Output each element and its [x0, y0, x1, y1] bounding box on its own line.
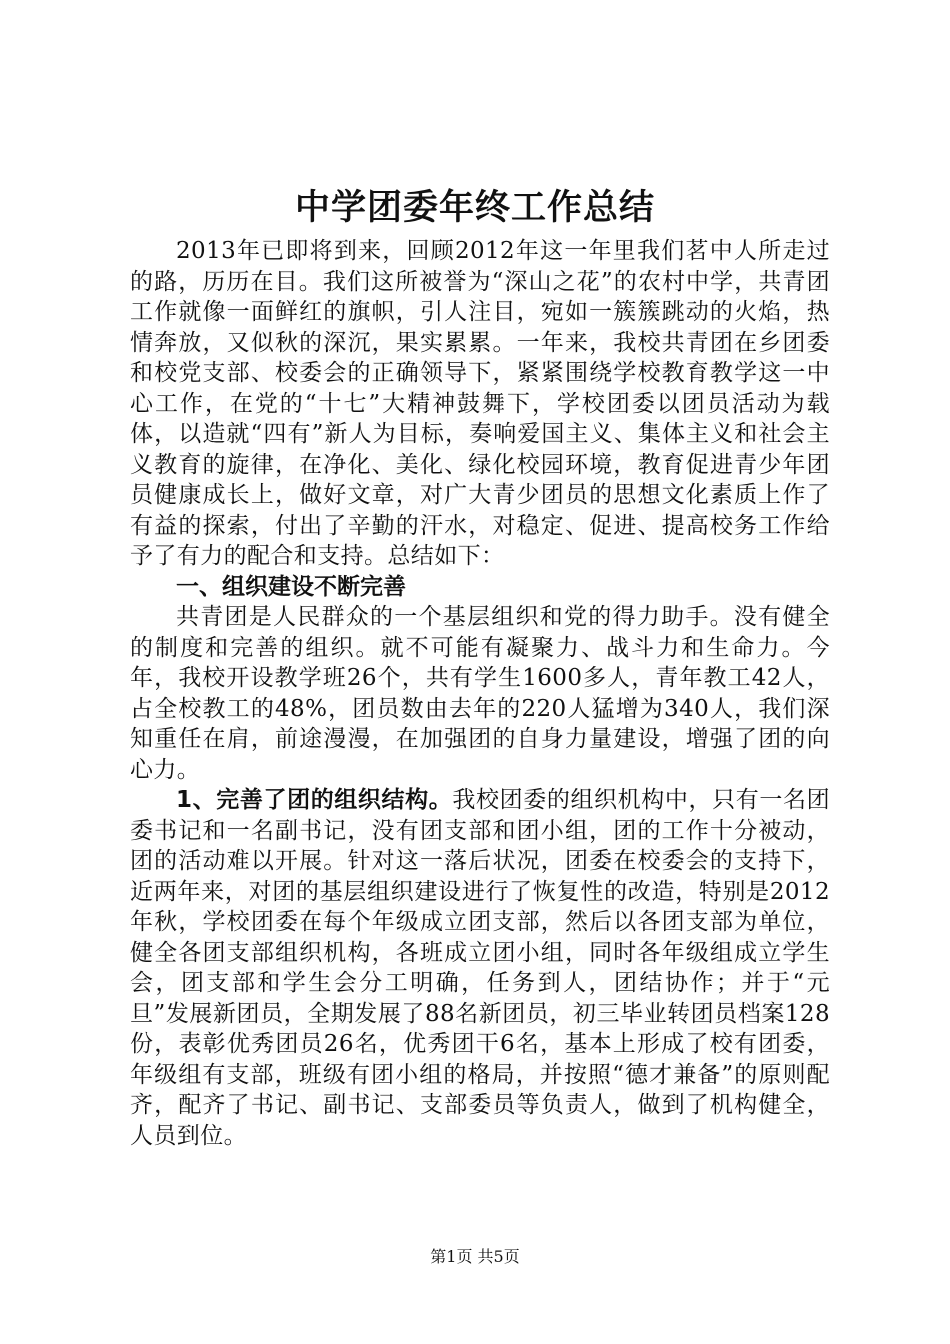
item-text: 我校团委的组织机构中，只有一名团委书记和一名副书记，没有团支部和团小组，团的工作十分被动，团的活动难以开展。针对这一落后状况，团委在校委会的支持下，近两年来，对团的基层组织建设进行了恢复性的改造，特别是2012年秋，学校团委在每个年级成立团支部，然后以各团支部为单位，健全各团支部组织机构，各班成立团小组，同时各年级组成立学生会，团支部和学生会分工明确，任务到人，团结协作；并于“元旦”发展新团员，全期发展了88名新团员，初三毕业转团员档案128份，表彰优秀团员26名，优秀团干6名，基本上形成了校有团委，年级组有支部，班级有团小组的格局，并按照“德才兼备”的原则配齐，配齐了书记、副书记、支部委员等负责人，做到了机构健全，人员到位。 [130, 787, 830, 1149]
section-heading: 一、组织建设不断完善 [176, 573, 406, 600]
intro-paragraph: 2013年已即将到来，回顾2012年这一年里我们茗中人所走过的路，历历在目。我们这所被誉为“深山之花”的农村中学，共青团工作就像一面鲜红的旗帜，引人注目，宛如一簇簇跳动的火焰，热情奔放，又似秋的深沉，果实累累。一年来，我校共青团在乡团委和校党支部、校委会的正确领导下，紧紧围绕学校教育教学这一中心工作，在党的“十七”大精神鼓舞下，学校团委以团员活动为载体，以造就“四有”新人为目标，奏响爱国主义、集体主义和社会主义教育的旋律，在净化、美化、绿化校园环境，教育促进青少年团员健康成长上，做好文章，对广大青少团员的思想文化素质上作了有益的探索，付出了辛勤的汗水，对稳定、促进、提高校务工作给予了有力的配合和支持。总结如下： [130, 238, 830, 569]
item-lead: 1、完善了团的组织结构。 [176, 787, 453, 813]
item-paragraph [130, 785, 830, 1151]
document-body [130, 236, 830, 1151]
section-paragraph: 共青团是人民群众的一个基层组织和党的得力助手。没有健全的制度和完善的组织。就不可能有凝聚力、战斗力和生命力。今年，我校开设教学班26个，共有学生1600多人，青年教工42人，占全校教工的48%，团员数由去年的220人猛增为340人，我们深知重任在肩，前途漫漫，在加强团的自身力量建设，增强了团的向心力。 [130, 604, 830, 783]
page-footer: 第1页 共5页 [430, 1247, 520, 1266]
document-title: 中学团委年终工作总结 [294, 188, 655, 228]
